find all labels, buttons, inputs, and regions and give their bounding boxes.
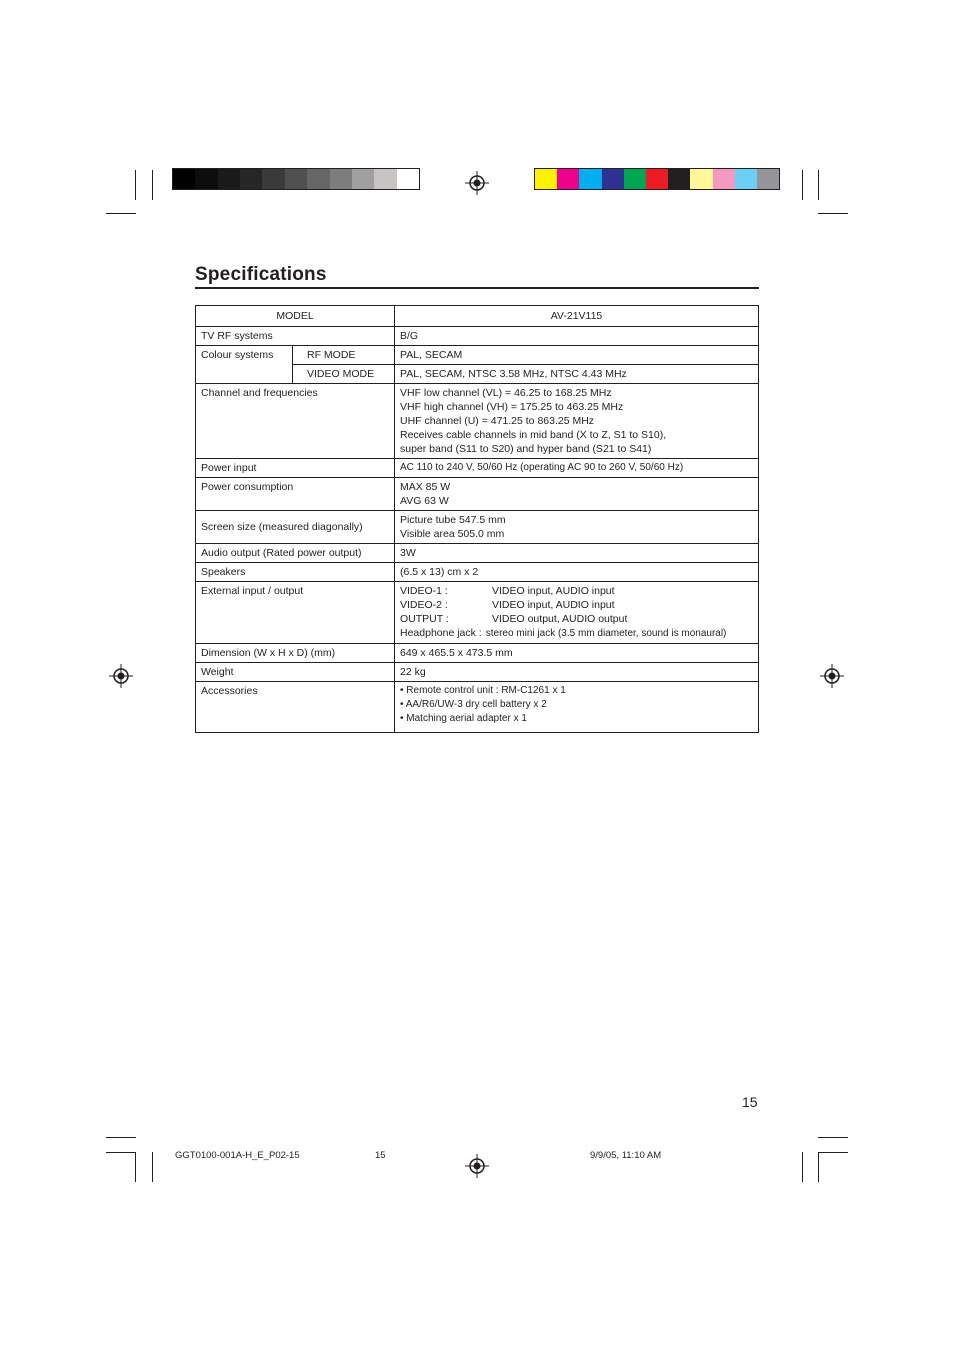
page-title: Specifications [195,264,327,285]
grayscale-bar [172,168,420,190]
crop-mark [818,1137,848,1138]
accessory-item: • AA/R6/UW-3 dry cell battery x 2 [400,699,547,710]
color-swatch [624,169,646,189]
color-swatch [285,169,307,189]
crop-mark [152,1152,153,1182]
footer-page: 15 [375,1150,386,1161]
accessory-item: • Matching aerial adapter x 1 [400,713,527,724]
power-line: AVG 63 W [400,495,449,507]
table-row [196,682,759,733]
registration-mark-icon [820,664,844,688]
audio-output-label: Audio output (Rated power output) [196,544,395,563]
registration-mark-icon [465,171,489,195]
color-swatch [579,169,601,189]
io-value: VIDEO input, AUDIO input [492,599,615,611]
dimension-label: Dimension (W x H x D) (mm) [196,644,395,663]
speakers-value: (6.5 x 13) cm x 2 [395,563,759,582]
crop-mark [135,170,136,200]
colour-systems-label: Colour systems [196,346,293,384]
table-row [196,663,759,682]
channel-value [395,384,759,459]
color-swatch [173,169,195,189]
video-mode-label: VIDEO MODE [293,365,395,384]
table-row [196,306,759,327]
tv-rf-value: B/G [395,327,759,346]
external-io-label: External input / output [196,582,395,644]
crop-mark [802,1152,803,1182]
color-swatch [195,169,217,189]
io-line [400,626,753,641]
color-swatch [374,169,396,189]
weight-label: Weight [196,663,395,682]
crop-mark [106,1152,136,1153]
channel-line: super band (S11 to S20) and hyper band (S21 to S41) [400,443,652,455]
crop-mark [818,170,819,200]
channel-line: VHF low channel (VL) = 46.25 to 168.25 MHz [400,387,612,399]
screen-line: Picture tube 547.5 mm [400,514,506,526]
accessories-label: Accessories [196,682,395,733]
footer-filename: GGT0100-001A-H_E_P02-15 [175,1150,300,1161]
rf-mode-value: PAL, SECAM [395,346,759,365]
io-line [400,612,753,626]
dimension-value: 649 x 465.5 x 473.5 mm [395,644,759,663]
table-row [196,346,759,365]
io-value: VIDEO input, AUDIO input [492,585,615,597]
crop-mark [106,213,136,214]
color-swatch [646,169,668,189]
color-swatch [307,169,329,189]
accessory-item: • Remote control unit : RM-C1261 x 1 [400,685,566,696]
power-input-label: Power input [196,459,395,478]
power-line: MAX 85 W [400,481,451,493]
external-io-value [395,582,759,644]
model-label: MODEL [196,306,395,327]
color-swatch [557,169,579,189]
color-swatch [397,169,419,189]
color-swatch [535,169,557,189]
color-swatch [735,169,757,189]
table-row [196,511,759,544]
color-swatch [218,169,240,189]
screen-size-value [395,511,759,544]
table-row [196,327,759,346]
crop-mark [818,1152,819,1182]
table-row [196,644,759,663]
video-mode-value: PAL, SECAM, NTSC 3.58 MHz, NTSC 4.43 MHz [395,365,759,384]
io-value: VIDEO output, AUDIO output [492,613,628,625]
color-swatch [262,169,284,189]
color-bar [534,168,780,190]
power-consumption-value [395,478,759,511]
color-swatch [330,169,352,189]
weight-value: 22 kg [395,663,759,682]
channel-line: VHF high channel (VH) = 175.25 to 463.25 MHz [400,401,624,413]
screen-line: Visible area 505.0 mm [400,528,505,540]
registration-mark-icon [109,664,133,688]
channel-label: Channel and frequencies [196,384,395,459]
audio-output-value: 3W [395,544,759,563]
color-swatch [352,169,374,189]
table-row [196,582,759,644]
crop-mark [106,1137,136,1138]
rf-mode-label: RF MODE [293,346,395,365]
color-swatch [757,169,779,189]
io-key: VIDEO-2 : [400,599,448,611]
speakers-label: Speakers [196,563,395,582]
color-swatch [713,169,735,189]
color-swatch [240,169,262,189]
power-consumption-label: Power consumption [196,478,395,511]
page-number: 15 [742,1094,758,1110]
io-line [400,584,753,598]
crop-mark [818,213,848,214]
table-row [196,563,759,582]
screen-size-label: Screen size (measured diagonally) [196,511,395,544]
crop-mark [802,170,803,200]
io-key: OUTPUT : [400,613,449,625]
channel-line: Receives cable channels in mid band (X to Z, S1 to S10), [400,429,667,441]
color-swatch [602,169,624,189]
table-row [196,459,759,478]
power-input-value: AC 110 to 240 V, 50/60 Hz (operating AC 90 to 260 V, 50/60 Hz) [395,459,759,478]
io-line [400,598,753,612]
io-key: Headphone jack : [400,627,482,639]
crop-mark [152,170,153,200]
crop-mark [818,1152,848,1153]
tv-rf-label: TV RF systems [196,327,395,346]
channel-line: UHF channel (U) = 471.25 to 863.25 MHz [400,415,595,427]
table-row [196,478,759,511]
io-value: stereo mini jack (3.5 mm diameter, sound is monaural) [485,628,727,639]
title-divider [195,287,759,289]
footer-date: 9/9/05, 11:10 AM [590,1150,662,1161]
table-row [196,384,759,459]
accessories-value [395,682,759,733]
model-value: AV-21V115 [395,306,759,327]
specifications-table [195,305,759,733]
table-row [196,544,759,563]
registration-mark-icon [465,1154,489,1178]
color-swatch [690,169,712,189]
color-swatch [668,169,690,189]
crop-mark [135,1152,136,1182]
io-key: VIDEO-1 : [400,585,448,597]
